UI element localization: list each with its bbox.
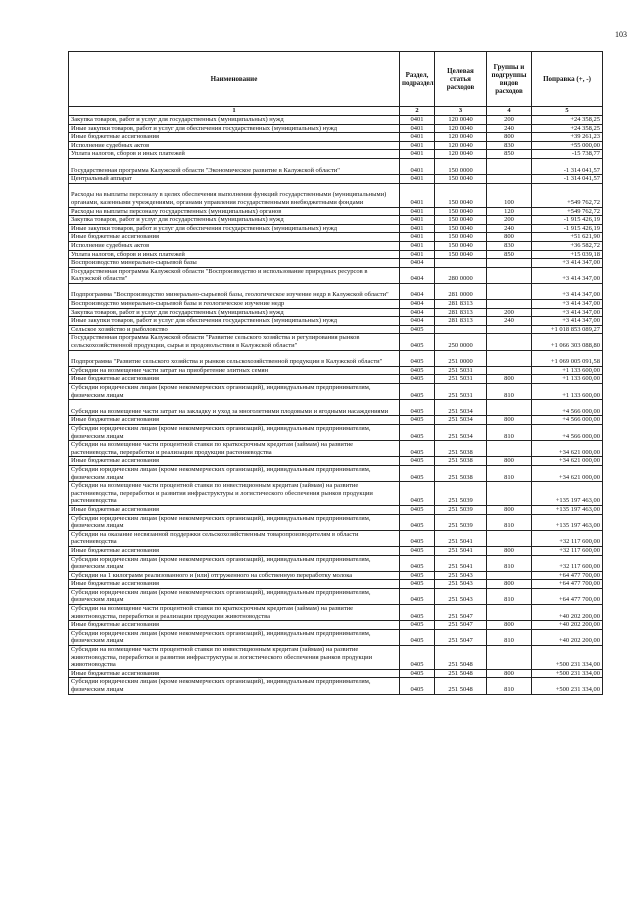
row-target-cell: 150 0040 bbox=[435, 250, 487, 259]
row-group-cell: 800 bbox=[487, 233, 532, 242]
page-number: 103 bbox=[615, 30, 627, 39]
row-group-cell bbox=[487, 482, 532, 506]
row-name-cell: Субсидии юридическим лицам (кроме некоммерческих организаций), индивидуальным предпринимателям, физическим лицам bbox=[69, 588, 400, 604]
table-row bbox=[69, 580, 603, 589]
row-name-cell: Иные бюджетные ассигнования bbox=[69, 580, 400, 589]
table-row bbox=[69, 241, 603, 250]
row-group-cell: 810 bbox=[487, 384, 532, 400]
row-target-cell: 251 5043 bbox=[435, 571, 487, 580]
row-section-cell: 0405 bbox=[400, 629, 435, 645]
table-row bbox=[69, 621, 603, 630]
row-name-cell: Государственная программа Калужской области "Развитие сельского хозяйства и регулирования рынков сельскохозяйственной продукции, сырья и продовольствия в Калужской области" bbox=[69, 334, 400, 350]
row-section-cell: 0401 bbox=[400, 124, 435, 133]
row-amount-cell: +36 582,72 bbox=[532, 241, 603, 250]
table-row bbox=[69, 250, 603, 259]
table-body bbox=[69, 116, 603, 695]
table-row bbox=[69, 505, 603, 514]
row-section-cell: 0401 bbox=[400, 183, 435, 207]
table-row bbox=[69, 150, 603, 159]
row-section-cell: 0401 bbox=[400, 133, 435, 142]
row-name-cell: Иные закупки товаров, работ и услуг для обеспечения государственных (муниципальных) нужд bbox=[69, 224, 400, 233]
row-name-cell: Закупка товаров, работ и услуг для государственных (муниципальных) нужд bbox=[69, 116, 400, 125]
table-row bbox=[69, 141, 603, 150]
row-amount-cell: +4 566 000,00 bbox=[532, 424, 603, 440]
row-target-cell: 150 0040 bbox=[435, 183, 487, 207]
row-target-cell: 251 5048 bbox=[435, 669, 487, 678]
row-group-cell: 800 bbox=[487, 457, 532, 466]
row-amount-cell: +4 566 000,00 bbox=[532, 400, 603, 416]
row-target-cell: 120 0040 bbox=[435, 141, 487, 150]
row-target-cell: 251 5043 bbox=[435, 580, 487, 589]
row-group-cell bbox=[487, 571, 532, 580]
row-group-cell: 810 bbox=[487, 514, 532, 530]
row-group-cell: 200 bbox=[487, 308, 532, 317]
row-target-cell: 280 0000 bbox=[435, 267, 487, 283]
row-name-cell: Иные бюджетные ассигнования bbox=[69, 457, 400, 466]
row-name-cell: Субсидии юридическим лицам (кроме некоммерческих организаций), индивидуальным предпринимателям, физическим лицам bbox=[69, 465, 400, 481]
table-row bbox=[69, 366, 603, 375]
row-group-cell: 810 bbox=[487, 465, 532, 481]
row-group-cell bbox=[487, 366, 532, 375]
row-name-cell: Уплата налогов, сборов и иных платежей bbox=[69, 150, 400, 159]
table-row bbox=[69, 334, 603, 350]
row-name-cell: Сельское хозяйство и рыболовство bbox=[69, 325, 400, 334]
row-amount-cell: +549 762,72 bbox=[532, 207, 603, 216]
row-name-cell: Субсидии на возмещение части затрат на приобретение элитных семян bbox=[69, 366, 400, 375]
table-row bbox=[69, 317, 603, 326]
row-group-cell: 800 bbox=[487, 416, 532, 425]
row-target-cell: 150 0000 bbox=[435, 158, 487, 174]
row-section-cell: 0401 bbox=[400, 250, 435, 259]
row-name-cell: Иные закупки товаров, работ и услуг для обеспечения государственных (муниципальных) нужд bbox=[69, 317, 400, 326]
row-group-cell: 800 bbox=[487, 580, 532, 589]
row-amount-cell: +51 621,90 bbox=[532, 233, 603, 242]
table-row bbox=[69, 514, 603, 530]
row-amount-cell: +500 231 334,00 bbox=[532, 678, 603, 694]
row-amount-cell: +135 197 463,00 bbox=[532, 505, 603, 514]
row-amount-cell: +39 261,23 bbox=[532, 133, 603, 142]
column-number: 5 bbox=[532, 107, 603, 116]
table-row bbox=[69, 133, 603, 142]
row-target-cell: 251 5034 bbox=[435, 424, 487, 440]
row-section-cell: 0405 bbox=[400, 325, 435, 334]
row-target-cell: 150 0040 bbox=[435, 207, 487, 216]
row-section-cell: 0404 bbox=[400, 259, 435, 268]
row-target-cell: 251 5043 bbox=[435, 588, 487, 604]
row-section-cell: 0401 bbox=[400, 175, 435, 184]
row-name-cell: Исполнение судебных актов bbox=[69, 141, 400, 150]
row-section-cell: 0404 bbox=[400, 283, 435, 299]
row-section-cell: 0401 bbox=[400, 233, 435, 242]
row-name-cell: Субсидии на возмещение части процентной ставки по краткосрочным кредитам (займам) на развитие животноводства, переработки и реализации продукции животноводства bbox=[69, 605, 400, 621]
row-target-cell: 251 5038 bbox=[435, 441, 487, 457]
row-amount-cell: +1 069 005 091,58 bbox=[532, 350, 603, 366]
row-target-cell: 120 0040 bbox=[435, 116, 487, 125]
row-amount-cell: +40 202 200,00 bbox=[532, 605, 603, 621]
row-amount-cell: +34 621 000,00 bbox=[532, 465, 603, 481]
table-row bbox=[69, 416, 603, 425]
row-section-cell: 0405 bbox=[400, 375, 435, 384]
row-name-cell: Иные бюджетные ассигнования bbox=[69, 133, 400, 142]
row-name-cell: Государственная программа Калужской области "Воспроизводство и использование природных ресурсов в Калужской области" bbox=[69, 267, 400, 283]
header-name: Наименование bbox=[69, 52, 400, 107]
row-group-cell: 120 bbox=[487, 207, 532, 216]
row-amount-cell: +32 117 600,00 bbox=[532, 530, 603, 546]
row-target-cell: 251 5034 bbox=[435, 416, 487, 425]
table-row bbox=[69, 629, 603, 645]
row-group-cell: 810 bbox=[487, 555, 532, 571]
row-target-cell: 251 5041 bbox=[435, 555, 487, 571]
row-target-cell: 150 0040 bbox=[435, 233, 487, 242]
row-amount-cell: +64 477 700,00 bbox=[532, 588, 603, 604]
row-group-cell bbox=[487, 334, 532, 350]
row-target-cell: 251 5048 bbox=[435, 678, 487, 694]
row-target-cell: 281 0000 bbox=[435, 283, 487, 299]
table-row bbox=[69, 158, 603, 174]
row-amount-cell: +1 133 600,00 bbox=[532, 366, 603, 375]
row-section-cell: 0405 bbox=[400, 416, 435, 425]
row-group-cell: 810 bbox=[487, 588, 532, 604]
row-section-cell: 0405 bbox=[400, 457, 435, 466]
row-section-cell: 0401 bbox=[400, 158, 435, 174]
row-target-cell: 281 8313 bbox=[435, 308, 487, 317]
row-section-cell: 0401 bbox=[400, 224, 435, 233]
row-target-cell: 150 0040 bbox=[435, 241, 487, 250]
row-amount-cell: +135 197 463,00 bbox=[532, 482, 603, 506]
row-amount-cell: +549 762,72 bbox=[532, 183, 603, 207]
row-name-cell: Закупка товаров, работ и услуг для государственных (муниципальных) нужд bbox=[69, 216, 400, 225]
row-group-cell: 800 bbox=[487, 621, 532, 630]
row-name-cell: Субсидии на возмещение части процентной ставки по инвестиционным кредитам (займам) на развитие растениеводства, переработки и развития инфраструктуры и логистического обеспечения рынков продукции растениеводства bbox=[69, 482, 400, 506]
row-target-cell: 251 5039 bbox=[435, 482, 487, 506]
row-target-cell: 251 5048 bbox=[435, 646, 487, 670]
row-target-cell: 251 5031 bbox=[435, 384, 487, 400]
column-number: 4 bbox=[487, 107, 532, 116]
row-amount-cell: +64 477 700,00 bbox=[532, 571, 603, 580]
table-row bbox=[69, 224, 603, 233]
row-section-cell: 0401 bbox=[400, 241, 435, 250]
table-row bbox=[69, 546, 603, 555]
row-target-cell: 120 0040 bbox=[435, 133, 487, 142]
column-number: 2 bbox=[400, 107, 435, 116]
row-group-cell bbox=[487, 300, 532, 309]
row-group-cell: 850 bbox=[487, 150, 532, 159]
row-group-cell: 810 bbox=[487, 678, 532, 694]
row-name-cell: Воспроизводство минерально-сырьевой базы bbox=[69, 259, 400, 268]
table-row bbox=[69, 400, 603, 416]
row-section-cell: 0401 bbox=[400, 207, 435, 216]
row-name-cell: Субсидии на возмещение части процентной ставки по краткосрочным кредитам (займам) на развитие растениеводства, переработки и реализации продукции растениеводства bbox=[69, 441, 400, 457]
row-amount-cell: +3 414 347,00 bbox=[532, 259, 603, 268]
row-section-cell: 0405 bbox=[400, 530, 435, 546]
row-amount-cell: +1 133 600,00 bbox=[532, 384, 603, 400]
row-section-cell: 0405 bbox=[400, 580, 435, 589]
header-target: Целевая статья расходов bbox=[435, 52, 487, 107]
row-group-cell: 200 bbox=[487, 116, 532, 125]
row-amount-cell: +24 358,25 bbox=[532, 116, 603, 125]
row-name-cell: Воспроизводство минерально-сырьевой базы и геологическое изучение недр bbox=[69, 300, 400, 309]
row-target-cell: 251 5047 bbox=[435, 621, 487, 630]
table-row bbox=[69, 465, 603, 481]
row-section-cell: 0401 bbox=[400, 116, 435, 125]
row-section-cell: 0405 bbox=[400, 605, 435, 621]
header-groups: Группы и подгруппы видов расходов bbox=[487, 52, 532, 107]
row-section-cell: 0404 bbox=[400, 317, 435, 326]
row-amount-cell: -1 314 041,57 bbox=[532, 158, 603, 174]
row-target-cell: 251 5039 bbox=[435, 514, 487, 530]
row-section-cell: 0405 bbox=[400, 482, 435, 506]
row-name-cell: Исполнение судебных актов bbox=[69, 241, 400, 250]
row-amount-cell: +32 117 600,00 bbox=[532, 555, 603, 571]
table-row bbox=[69, 646, 603, 670]
row-amount-cell: -1 915 426,19 bbox=[532, 216, 603, 225]
row-group-cell: 240 bbox=[487, 224, 532, 233]
row-target-cell: 251 5038 bbox=[435, 465, 487, 481]
row-name-cell: Иные закупки товаров, работ и услуг для обеспечения государственных (муниципальных) нужд bbox=[69, 124, 400, 133]
row-amount-cell: +3 414 347,00 bbox=[532, 308, 603, 317]
row-amount-cell: +24 358,25 bbox=[532, 124, 603, 133]
row-group-cell: 800 bbox=[487, 669, 532, 678]
row-target-cell bbox=[435, 259, 487, 268]
row-section-cell: 0404 bbox=[400, 267, 435, 283]
header-section: Раздел, подраздел bbox=[400, 52, 435, 107]
table-row bbox=[69, 216, 603, 225]
table-row bbox=[69, 259, 603, 268]
row-target-cell: 150 0040 bbox=[435, 216, 487, 225]
row-group-cell bbox=[487, 283, 532, 299]
table-row bbox=[69, 669, 603, 678]
row-section-cell: 0401 bbox=[400, 150, 435, 159]
row-section-cell: 0405 bbox=[400, 424, 435, 440]
row-target-cell: 251 5047 bbox=[435, 629, 487, 645]
row-group-cell: 800 bbox=[487, 546, 532, 555]
table-row bbox=[69, 457, 603, 466]
row-group-cell bbox=[487, 441, 532, 457]
table-row bbox=[69, 325, 603, 334]
row-section-cell: 0401 bbox=[400, 141, 435, 150]
row-amount-cell: +3 414 347,00 bbox=[532, 300, 603, 309]
header-amendment: Поправка (+, -) bbox=[532, 52, 603, 107]
row-target-cell: 251 5034 bbox=[435, 400, 487, 416]
row-amount-cell: +135 197 463,00 bbox=[532, 514, 603, 530]
table-row bbox=[69, 233, 603, 242]
row-group-cell: 800 bbox=[487, 375, 532, 384]
row-section-cell: 0405 bbox=[400, 678, 435, 694]
row-group-cell: 800 bbox=[487, 133, 532, 142]
row-name-cell: Субсидии на 1 килограмм реализованного и (или) отгруженного на собственную переработку молока bbox=[69, 571, 400, 580]
row-name-cell: Уплата налогов, сборов и иных платежей bbox=[69, 250, 400, 259]
row-amount-cell: +3 414 347,00 bbox=[532, 317, 603, 326]
row-amount-cell: +15 039,18 bbox=[532, 250, 603, 259]
row-name-cell: Субсидии на оказание несвязанной поддержки сельскохозяйственным товаропроизводителям в области растениеводства bbox=[69, 530, 400, 546]
row-target-cell: 251 0000 bbox=[435, 350, 487, 366]
row-target-cell: 251 5041 bbox=[435, 530, 487, 546]
row-section-cell: 0405 bbox=[400, 514, 435, 530]
row-target-cell: 150 0040 bbox=[435, 224, 487, 233]
row-name-cell: Закупка товаров, работ и услуг для государственных (муниципальных) нужд bbox=[69, 308, 400, 317]
row-target-cell: 251 5031 bbox=[435, 375, 487, 384]
row-amount-cell: +55 000,00 bbox=[532, 141, 603, 150]
row-amount-cell: -1 915 426,19 bbox=[532, 224, 603, 233]
table-row bbox=[69, 424, 603, 440]
row-name-cell: Субсидии юридическим лицам (кроме некоммерческих организаций), индивидуальным предпринимателям, физическим лицам bbox=[69, 384, 400, 400]
row-group-cell bbox=[487, 175, 532, 184]
row-name-cell: Субсидии на возмещение части процентной ставки по инвестиционным кредитам (займам) на развитие животноводства, переработки и развития инфраструктуры и логистического обеспечения рынков продукции животноводства bbox=[69, 646, 400, 670]
row-group-cell: 100 bbox=[487, 183, 532, 207]
row-target-cell: 281 8313 bbox=[435, 317, 487, 326]
table-row bbox=[69, 124, 603, 133]
row-name-cell: Субсидии юридическим лицам (кроме некоммерческих организаций), индивидуальным предпринимателям, физическим лицам bbox=[69, 555, 400, 571]
row-group-cell bbox=[487, 400, 532, 416]
row-group-cell bbox=[487, 605, 532, 621]
row-name-cell: Субсидии юридическим лицам (кроме некоммерческих организаций), индивидуальным предпринимателям, физическим лицам bbox=[69, 514, 400, 530]
table-row bbox=[69, 116, 603, 125]
table-row bbox=[69, 267, 603, 283]
table-row bbox=[69, 605, 603, 621]
table-row bbox=[69, 283, 603, 299]
row-group-cell bbox=[487, 530, 532, 546]
row-target-cell: 150 0040 bbox=[435, 175, 487, 184]
table-row bbox=[69, 350, 603, 366]
row-group-cell: 830 bbox=[487, 241, 532, 250]
table-row bbox=[69, 555, 603, 571]
row-group-cell: 240 bbox=[487, 124, 532, 133]
row-group-cell: 200 bbox=[487, 216, 532, 225]
row-amount-cell: +34 621 000,00 bbox=[532, 441, 603, 457]
budget-table bbox=[68, 51, 603, 695]
row-name-cell: Иные бюджетные ассигнования bbox=[69, 505, 400, 514]
row-group-cell: 830 bbox=[487, 141, 532, 150]
row-group-cell: 850 bbox=[487, 250, 532, 259]
row-section-cell: 0405 bbox=[400, 546, 435, 555]
row-group-cell: 810 bbox=[487, 424, 532, 440]
row-name-cell: Расходы на выплаты персоналу государственных (муниципальных) органов bbox=[69, 207, 400, 216]
table-row bbox=[69, 308, 603, 317]
row-section-cell: 0405 bbox=[400, 555, 435, 571]
row-group-cell bbox=[487, 259, 532, 268]
table-row bbox=[69, 384, 603, 400]
row-section-cell: 0401 bbox=[400, 216, 435, 225]
row-name-cell: Государственная программа Калужской области "Экономическое развитие в Калужской области" bbox=[69, 158, 400, 174]
row-group-cell bbox=[487, 325, 532, 334]
row-amount-cell: -1 314 041,57 bbox=[532, 175, 603, 184]
row-name-cell: Иные бюджетные ассигнования bbox=[69, 375, 400, 384]
table-row bbox=[69, 678, 603, 694]
row-target-cell: 120 0040 bbox=[435, 124, 487, 133]
table-row bbox=[69, 482, 603, 506]
row-group-cell: 800 bbox=[487, 505, 532, 514]
row-amount-cell: -15 738,77 bbox=[532, 150, 603, 159]
table-row bbox=[69, 207, 603, 216]
row-name-cell: Иные бюджетные ассигнования bbox=[69, 669, 400, 678]
row-group-cell bbox=[487, 350, 532, 366]
row-name-cell: Иные бюджетные ассигнования bbox=[69, 416, 400, 425]
row-name-cell: Подпрограмма "Воспроизводство минерально-сырьевой базы, геологическое изучение недр в Калужской области" bbox=[69, 283, 400, 299]
row-group-cell bbox=[487, 158, 532, 174]
row-name-cell: Расходы на выплаты персоналу в целях обеспечения выполнения функций государственными (муниципальными) органами, казенными учреждениями, органами управления государственными внебюджетными фондами bbox=[69, 183, 400, 207]
row-name-cell: Иные бюджетные ассигнования bbox=[69, 621, 400, 630]
row-section-cell: 0405 bbox=[400, 465, 435, 481]
row-target-cell: 251 5031 bbox=[435, 366, 487, 375]
row-section-cell: 0405 bbox=[400, 384, 435, 400]
row-target-cell: 251 5041 bbox=[435, 546, 487, 555]
row-section-cell: 0405 bbox=[400, 621, 435, 630]
row-target-cell: 251 5039 bbox=[435, 505, 487, 514]
row-name-cell: Иные бюджетные ассигнования bbox=[69, 233, 400, 242]
row-amount-cell: +1 066 303 088,80 bbox=[532, 334, 603, 350]
row-amount-cell: +32 117 600,00 bbox=[532, 546, 603, 555]
row-group-cell: 240 bbox=[487, 317, 532, 326]
row-group-cell: 810 bbox=[487, 629, 532, 645]
table-row bbox=[69, 441, 603, 457]
row-amount-cell: +1 018 853 089,27 bbox=[532, 325, 603, 334]
row-section-cell: 0405 bbox=[400, 366, 435, 375]
row-amount-cell: +500 231 334,00 bbox=[532, 669, 603, 678]
row-amount-cell: +40 202 200,00 bbox=[532, 629, 603, 645]
row-section-cell: 0405 bbox=[400, 350, 435, 366]
row-amount-cell: +3 414 347,00 bbox=[532, 283, 603, 299]
row-amount-cell: +4 566 000,00 bbox=[532, 416, 603, 425]
row-target-cell: 251 5047 bbox=[435, 605, 487, 621]
row-name-cell: Субсидии юридическим лицам (кроме некоммерческих организаций), индивидуальным предпринимателям, физическим лицам bbox=[69, 629, 400, 645]
row-section-cell: 0405 bbox=[400, 646, 435, 670]
row-amount-cell: +500 231 334,00 bbox=[532, 646, 603, 670]
row-group-cell bbox=[487, 267, 532, 283]
row-section-cell: 0405 bbox=[400, 334, 435, 350]
row-group-cell bbox=[487, 646, 532, 670]
row-amount-cell: +3 414 347,00 bbox=[532, 267, 603, 283]
row-name-cell: Субсидии на возмещение части затрат на закладку и уход за многолетними плодовыми и ягодными насаждениями bbox=[69, 400, 400, 416]
row-section-cell: 0405 bbox=[400, 571, 435, 580]
row-amount-cell: +40 202 200,00 bbox=[532, 621, 603, 630]
column-numbers-row bbox=[69, 107, 603, 116]
row-name-cell: Иные бюджетные ассигнования bbox=[69, 546, 400, 555]
column-number: 1 bbox=[69, 107, 400, 116]
table-row bbox=[69, 588, 603, 604]
table-row bbox=[69, 175, 603, 184]
row-target-cell: 281 8313 bbox=[435, 300, 487, 309]
row-name-cell: Субсидии юридическим лицам (кроме некоммерческих организаций), индивидуальным предпринимателям, физическим лицам bbox=[69, 678, 400, 694]
table-row bbox=[69, 530, 603, 546]
row-section-cell: 0405 bbox=[400, 669, 435, 678]
row-amount-cell: +34 621 000,00 bbox=[532, 457, 603, 466]
row-name-cell: Центральный аппарат bbox=[69, 175, 400, 184]
row-section-cell: 0405 bbox=[400, 505, 435, 514]
row-target-cell: 250 0000 bbox=[435, 334, 487, 350]
row-target-cell: 120 0040 bbox=[435, 150, 487, 159]
row-section-cell: 0405 bbox=[400, 400, 435, 416]
row-name-cell: Субсидии юридическим лицам (кроме некоммерческих организаций), индивидуальным предпринимателям, физическим лицам bbox=[69, 424, 400, 440]
row-name-cell: Подпрограмма "Развитие сельского хозяйства и рынков сельскохозяйственной продукции в Калужской области" bbox=[69, 350, 400, 366]
row-amount-cell: +64 477 700,00 bbox=[532, 580, 603, 589]
column-number: 3 bbox=[435, 107, 487, 116]
row-section-cell: 0405 bbox=[400, 441, 435, 457]
table-header-row bbox=[69, 52, 603, 107]
row-amount-cell: +1 133 600,00 bbox=[532, 375, 603, 384]
row-section-cell: 0404 bbox=[400, 300, 435, 309]
row-target-cell bbox=[435, 325, 487, 334]
table-row bbox=[69, 183, 603, 207]
table-row bbox=[69, 300, 603, 309]
row-section-cell: 0404 bbox=[400, 308, 435, 317]
table-row bbox=[69, 571, 603, 580]
table-row bbox=[69, 375, 603, 384]
row-section-cell: 0405 bbox=[400, 588, 435, 604]
row-target-cell: 251 5038 bbox=[435, 457, 487, 466]
